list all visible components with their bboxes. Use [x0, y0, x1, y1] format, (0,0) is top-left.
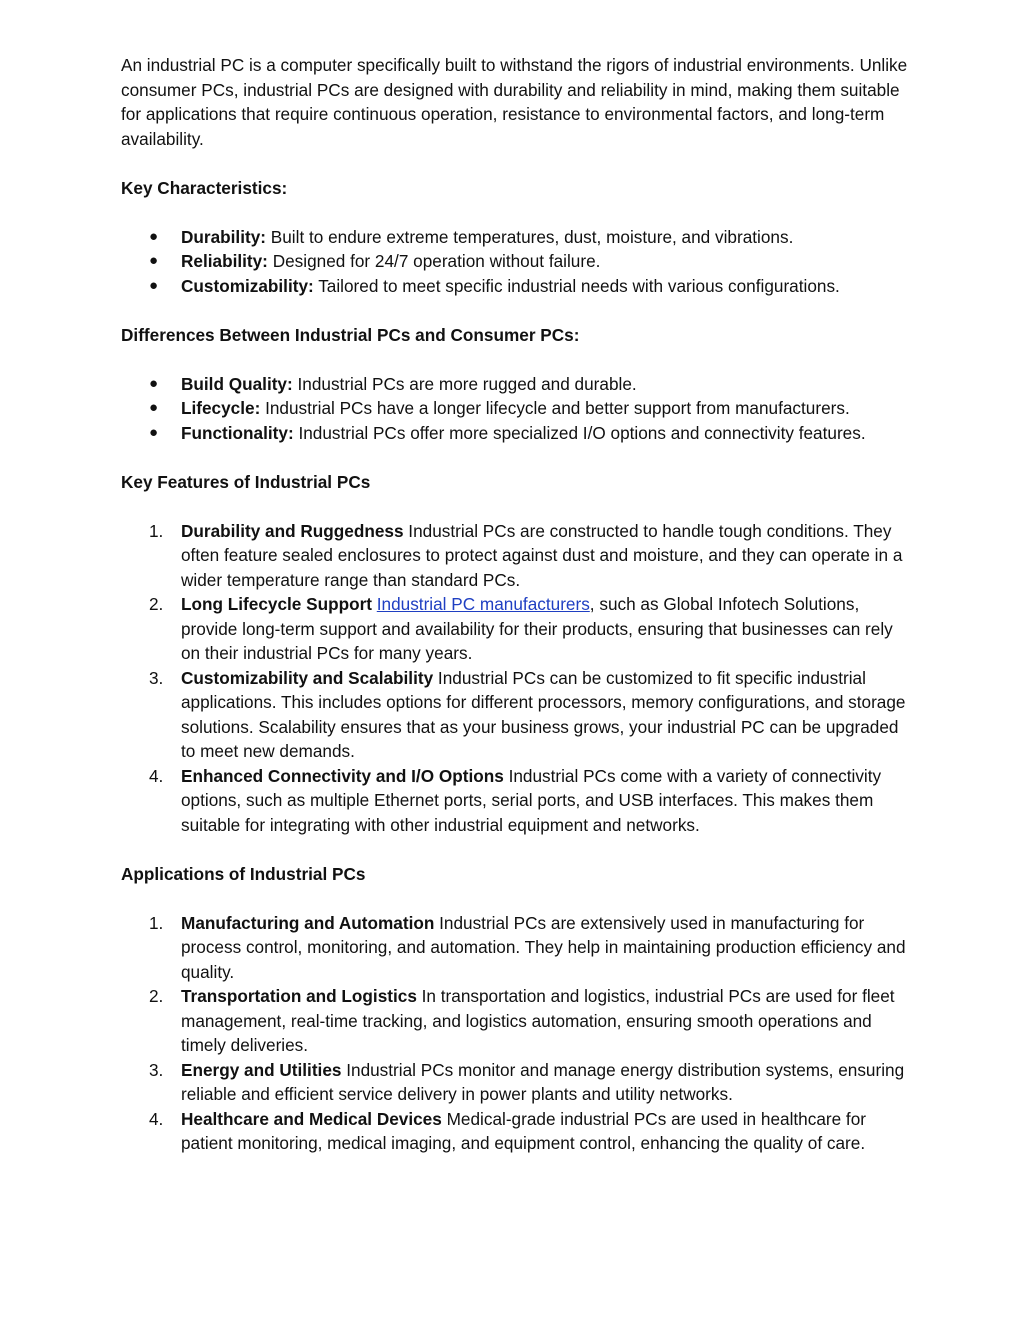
item-term: Lifecycle:	[181, 398, 261, 418]
item-term: Customizability:	[181, 275, 314, 296]
list-item	[121, 519, 911, 593]
list-item	[121, 911, 911, 985]
item-text: Built to endure extreme temperatures, dust, moisture, and vibrations.	[270, 226, 794, 247]
list-item	[121, 1107, 911, 1156]
item-number: 4.	[149, 765, 164, 786]
item-number: 2.	[149, 986, 164, 1006]
item-term: Durability and Ruggedness	[181, 520, 404, 541]
item-term: Functionality:	[181, 422, 294, 443]
bullet-icon: ●	[149, 399, 159, 416]
item-text: Industrial PCs are extensively used in manufacturing for process control, monitoring, and automation. They help in maintaining production efficiency and quality.	[181, 912, 906, 982]
list-item	[121, 1058, 911, 1107]
applications-list	[121, 911, 911, 1156]
item-term: Long Lifecycle Support	[181, 594, 372, 614]
item-text: In transportation and logistics, industrial PCs are used for fleet management, real-time tracking, and logistics automation, ensuring smooth operations and timely deliveries.	[181, 986, 895, 1055]
item-text: Industrial PCs monitor and manage energy distribution systems, ensuring reliable and efficient service delivery in power plants and utility networks.	[181, 1059, 905, 1104]
item-term: Energy and Utilities	[181, 1059, 342, 1080]
item-text: Industrial PCs can be customized to fit specific industrial applications. This includes options for different processors, memory configurations, and storage solutions. Scalability ensures that as your business grows, your industrial PC can be upgraded to meet new demands.	[181, 667, 906, 761]
bullet-icon: ●	[149, 374, 159, 392]
item-term: Durability:	[181, 226, 266, 247]
item-text: Medical-grade industrial PCs are used in healthcare for patient monitoring, medical imaging, and equipment control, enhancing the quality of care.	[181, 1108, 866, 1153]
list-item	[121, 764, 911, 838]
item-number: 1.	[149, 912, 164, 933]
item-text: , such as Global Infotech Solutions, provide long-term support and availability for their products, ensuring that businesses can rely on their industrial PCs for many years.	[181, 594, 893, 663]
item-term: Reliability:	[181, 251, 268, 271]
item-text: Industrial PCs come with a variety of connectivity options, such as multiple Ethernet ports, serial ports, and USB interfaces. This makes them suitable for integrating with other industrial equipment and networks.	[181, 765, 882, 835]
bullet-icon: ●	[149, 276, 159, 294]
key-features-heading: Key Features of Industrial PCs	[121, 471, 371, 492]
differences-list	[121, 372, 911, 446]
list-item	[121, 225, 911, 250]
key-characteristics-heading: Key Characteristics:	[121, 177, 288, 198]
item-number: 4.	[149, 1108, 164, 1129]
list-item	[121, 666, 911, 764]
key-features-list	[121, 519, 911, 838]
item-term: Customizability and Scalability	[181, 667, 434, 688]
item-text: Industrial PCs are constructed to handle tough conditions. They often feature sealed enclosures to protect against dust and moisture, and they can operate in a wider temperature range than standard PCs.	[181, 520, 903, 590]
document-body	[121, 53, 911, 1180]
item-text: Designed for 24/7 operation without failure.	[272, 251, 601, 271]
key-characteristics-list	[121, 225, 911, 299]
item-text: Tailored to meet specific industrial needs with various configurations.	[318, 275, 840, 296]
item-text: Industrial PCs are more rugged and durable.	[297, 373, 637, 394]
item-text: Industrial PCs offer more specialized I/O options and connectivity features.	[298, 422, 866, 443]
differences-heading: Differences Between Industrial PCs and Consumer PCs:	[121, 324, 580, 345]
bullet-icon: ●	[149, 423, 159, 441]
item-number: 3.	[149, 1059, 164, 1080]
item-term: Transportation and Logistics	[181, 986, 417, 1006]
list-item	[121, 372, 911, 397]
intro-paragraph: An industrial PC is a computer specifically built to withstand the rigors of industrial environments. Unlike consumer PCs, industrial PCs are designed with durability and reliability in mind, making them suitable for applications that require continuous operation, resistance to environmental factors, and long-term availability.	[121, 55, 908, 149]
list-item	[121, 396, 911, 421]
list-item	[121, 249, 911, 274]
list-item	[121, 984, 911, 1058]
industrial-pc-manufacturers-link[interactable]: Industrial PC manufacturers	[376, 594, 590, 614]
item-number: 3.	[149, 667, 164, 688]
item-term: Build Quality:	[181, 373, 293, 394]
list-item	[121, 592, 911, 666]
applications-heading: Applications of Industrial PCs	[121, 863, 366, 884]
item-term: Manufacturing and Automation	[181, 912, 435, 933]
bullet-icon: ●	[149, 227, 159, 245]
list-item	[121, 274, 911, 299]
item-number: 1.	[149, 520, 164, 541]
item-number: 2.	[149, 594, 164, 614]
list-item	[121, 421, 911, 446]
bullet-icon: ●	[149, 252, 159, 269]
item-text: Industrial PCs have a longer lifecycle and better support from manufacturers.	[265, 398, 850, 418]
item-term: Healthcare and Medical Devices	[181, 1108, 442, 1129]
item-term: Enhanced Connectivity and I/O Options	[181, 765, 504, 786]
